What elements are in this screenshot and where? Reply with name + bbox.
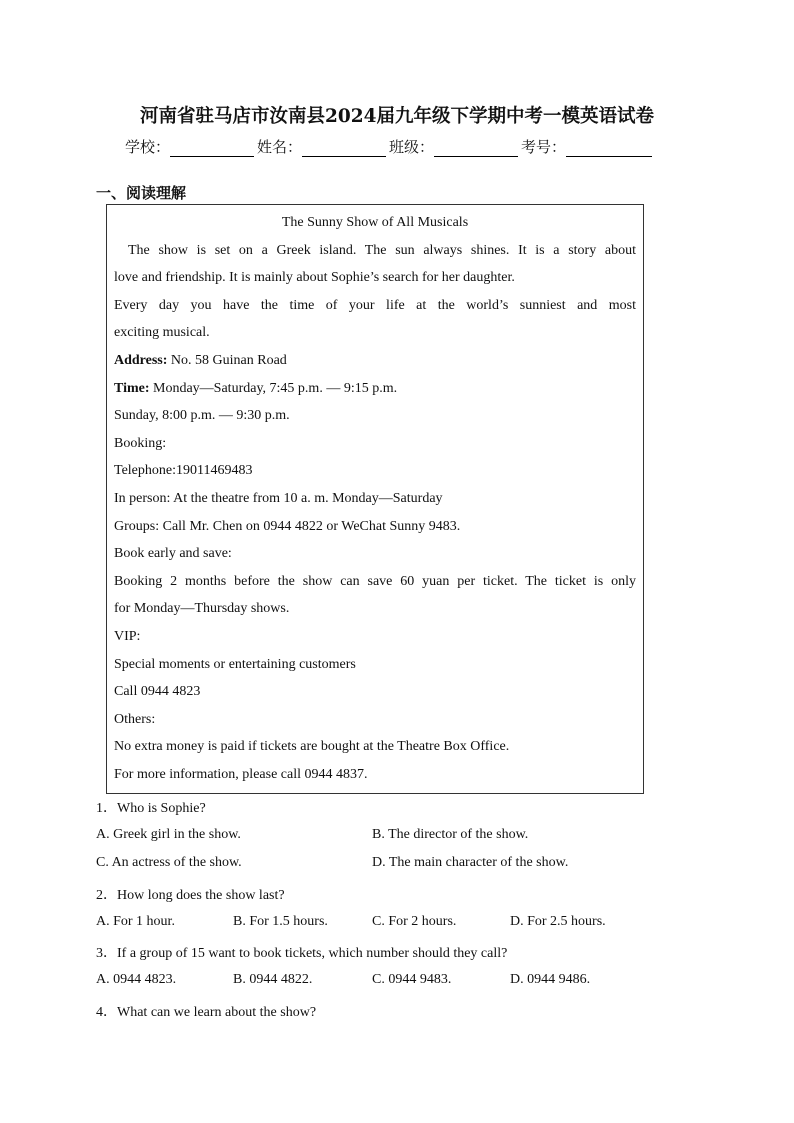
save-text: for Monday—Thursday shows. [114, 601, 290, 617]
section-heading: 一、阅读理解 [96, 184, 187, 202]
groups-line: Groups: Call Mr. Chen on 0944 4822 or WeChat Sunny 9483. [114, 518, 461, 534]
question-stem: 4．What can we learn about the show? [96, 1005, 317, 1020]
school-label: 学校： [125, 138, 171, 156]
option-b[interactable]: B. 0944 4822. [233, 972, 313, 987]
option-c[interactable]: C. 0944 9483. [372, 972, 452, 987]
time-value: Monday—Saturday, 7:45 p.m. — 9:15 p.m. [149, 380, 398, 396]
time-line [114, 375, 636, 403]
time-label: Time: [114, 380, 150, 396]
school-blank[interactable] [170, 142, 254, 157]
passage-text: Every day you have the time of your life at the world’s sunniest and most [114, 297, 636, 313]
vip-special: Special moments or entertaining customers [114, 656, 356, 672]
question-stem: 1．Who is Sophie? [96, 801, 206, 816]
book-early-heading: Book early and save: [114, 546, 232, 562]
in-person-line: In person: At the theatre from 10 a. m. Monday—Saturday [114, 490, 443, 506]
question-stem: 2．How long does the show last? [96, 888, 285, 903]
id-blank[interactable] [566, 142, 652, 157]
name-label: 姓名： [257, 138, 303, 156]
question-stem: 3．If a group of 15 want to book tickets, which number should they call? [96, 946, 508, 961]
reading-passage-box [106, 204, 644, 794]
class-label: 班级： [389, 138, 435, 156]
passage-text: The show is set on a Greek island. The sun always shines. It is a story about [128, 242, 636, 258]
student-info-row [125, 136, 655, 157]
option-c[interactable]: C. For 2 hours. [372, 914, 457, 929]
vip-call: Call 0944 4823 [114, 684, 201, 700]
address-value: No. 58 Guinan Road [167, 352, 287, 368]
option-a[interactable]: A. For 1 hour. [96, 914, 175, 929]
passage-text: exciting musical. [114, 325, 210, 341]
name-blank[interactable] [302, 142, 386, 157]
option-d[interactable]: D. 0944 9486. [510, 972, 591, 987]
option-b[interactable]: B. The director of the show. [372, 827, 529, 842]
option-d[interactable]: D. For 2.5 hours. [510, 914, 606, 929]
telephone-line: Telephone:19011469483 [114, 463, 253, 479]
passage-text: love and friendship. It is mainly about Sophie’s search for her daughter. [114, 270, 515, 286]
id-label: 考号： [521, 138, 567, 156]
option-a[interactable]: A. Greek girl in the show. [96, 827, 241, 842]
option-c[interactable]: C. An actress of the show. [96, 855, 242, 870]
sunday-time: Sunday, 8:00 p.m. — 9:30 p.m. [114, 408, 290, 424]
option-b[interactable]: B. For 1.5 hours. [233, 914, 328, 929]
option-d[interactable]: D. The main character of the show. [372, 855, 569, 870]
class-blank[interactable] [434, 142, 518, 157]
passage-title: The Sunny Show of All Musicals [281, 215, 469, 230]
no-extra-line: No extra money is paid if tickets are bought at the Theatre Box Office. [114, 739, 510, 755]
option-a[interactable]: A. 0944 4823. [96, 972, 177, 987]
exam-title: 河南省驻马店市汝南县2024届九年级下学期中考一模英语试卷 [140, 106, 654, 127]
more-info-line: For more information, please call 0944 4837. [114, 766, 368, 782]
address-label: Address: [114, 352, 168, 368]
others-heading: Others: [114, 711, 156, 727]
address-line [114, 347, 636, 375]
vip-heading: VIP: [114, 628, 141, 644]
save-text: Booking 2 months before the show can save 60 yuan per ticket. The ticket is only [114, 573, 636, 589]
booking-heading: Booking: [114, 435, 167, 451]
